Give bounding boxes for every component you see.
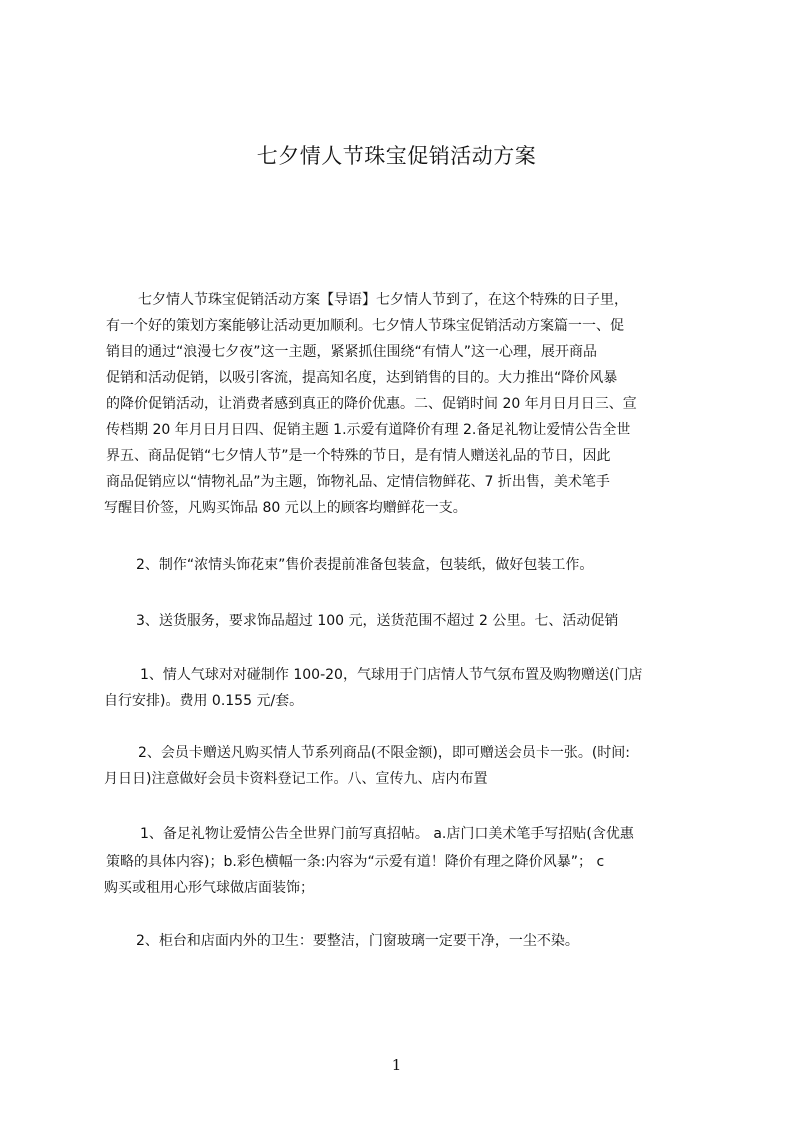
paragraph-6-line-2: 策略的具体内容)；b.彩色横幅一条:内容为“示爱有道！降价有理之降价风暴”； c	[106, 854, 605, 870]
paragraph-3-line-1: 3、送货服务，要求饰品超过 100 元，送货范围不超过 2 公里。七、活动促销	[136, 613, 619, 629]
paragraph-6-line-3: 购买或租用心形气球做店面装饰；	[104, 880, 314, 896]
paragraph-1-line-8: 商品促销应以“情物礼品”为主题，饰物礼品、定情信物鲜花、7 折出售，美术笔手	[106, 474, 610, 490]
paragraph-6-line-1: 1、备足礼物让爱情公告全世界门前写真招帖。 a.店门口美术笔手写招贴(含优惠	[140, 826, 634, 842]
paragraph-2-line-1: 2、制作“浓情头饰花束”售价表提前准备包装盒，包装纸，做好包装工作。	[136, 557, 594, 573]
paragraph-1-line-9: 写醒目价签，凡购买饰品 80 元以上的顾客均赠鲜花一支。	[104, 500, 467, 516]
paragraph-5-line-1: 2、会员卡赠送凡购买情人节系列商品(不限金额)，即可赠送会员卡一张。(时间:	[138, 745, 631, 761]
paragraph-5-line-2: 月日日)注意做好会员卡资料登记工作。八、宣传九、店内布置	[104, 771, 488, 787]
paragraph-1-line-3: 销目的通过“浪漫七夕夜”这一主题，紧紧抓住围绕“有情人”这一心理，展开商品	[106, 344, 598, 360]
paragraph-1-line-4: 促销和活动促销，以吸引客流，提高知名度，达到销售的目的。大力推出“降价风暴	[106, 370, 618, 386]
paragraph-1-line-2: 有一个好的策划方案能够让活动更加顺利。七夕情人节珠宝促销活动方案篇一一、促	[106, 318, 624, 334]
document-title: 七夕情人节珠宝促销活动方案	[256, 144, 537, 168]
page-number: 1	[391, 1056, 402, 1074]
paragraph-4-line-2: 自行安排)。费用 0.155 元/套。	[104, 693, 304, 709]
paragraph-1-line-5: 的降价促销活动，让消费者感到真正的降价优惠。二、促销时间 20 年月日月日三、宣	[106, 396, 637, 412]
paragraph-1-line-6: 传档期 20 年月日月日四、促销主题 1.示爱有道降价有理 2.备足礼物让爱情公告全世	[106, 422, 631, 438]
paragraph-1-line-1: 七夕情人节珠宝促销活动方案【导语】七夕情人节到了，在这个特殊的日子里，	[138, 292, 628, 308]
paragraph-1-line-7: 界五、商品促销“七夕情人节”是一个特殊的节日，是有情人赠送礼品的节日，因此	[106, 448, 611, 464]
paragraph-7-line-1: 2、柜台和店面内外的卫生：要整洁，门窗玻璃一定要干净，一尘不染。	[136, 933, 579, 949]
paragraph-4-line-1: 1、情人气球对对碰制作 100-20，气球用于门店情人节气氛布置及购物赠送(门店	[140, 667, 643, 683]
